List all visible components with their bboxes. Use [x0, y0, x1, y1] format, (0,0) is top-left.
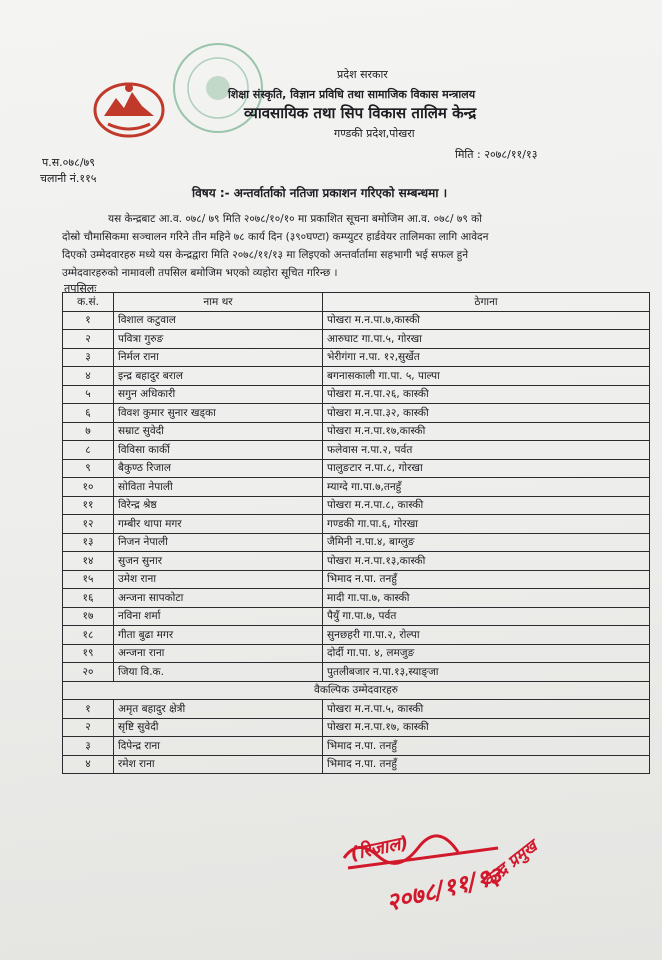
address-cell: पोखरा म.न.पा.२६, कास्की — [323, 385, 650, 404]
serial-cell: ३ — [63, 348, 114, 367]
serial-cell: ५ — [63, 385, 114, 404]
name-cell: विशाल कटुवाल — [114, 311, 323, 330]
alternate-candidates — [63, 681, 650, 700]
table-row — [63, 570, 650, 589]
serial-cell: ६ — [63, 404, 114, 423]
header-location: गण्डकी प्रदेश,पोखरा — [334, 127, 415, 140]
table-row — [63, 348, 650, 367]
name-cell: दिपेन्द्र राना — [114, 737, 323, 756]
signature-date: २०७८/११/१३ — [383, 861, 505, 917]
name-cell: विविसा कार्की — [114, 441, 323, 460]
name-cell: अन्जना सापकोटा — [114, 589, 323, 608]
table-row — [63, 663, 650, 682]
address-cell: पोखरा म.न.पा.८, कास्की — [323, 496, 650, 515]
address-cell: गण्डकी गा.पा.६, गोरखा — [323, 515, 650, 534]
alternate-table-row — [63, 755, 650, 774]
address-cell: भिमाद न.पा. तनहुँ — [323, 755, 650, 774]
table-row — [63, 552, 650, 571]
serial-cell: १२ — [63, 515, 114, 534]
address-cell: बगनासकाली गा.पा. ५, पाल्पा — [323, 367, 650, 386]
serial-cell: १८ — [63, 626, 114, 645]
serial-cell: १० — [63, 478, 114, 497]
address-cell: पोखरा म.न.पा.५, कास्की — [323, 700, 650, 719]
chalani-number: चलानी नं.११५ — [40, 172, 97, 185]
name-cell: जिया वि.क. — [114, 663, 323, 682]
serial-cell: १७ — [63, 607, 114, 626]
serial-cell: १५ — [63, 570, 114, 589]
table-row — [63, 367, 650, 386]
column-header-address: ठेगाना — [323, 293, 650, 312]
table-row — [63, 330, 650, 349]
name-cell: उमेश राना — [114, 570, 323, 589]
header-ministry: शिक्षा संस्कृति, विज्ञान प्रविधि तथा सामाजिक विकास मन्त्रालय — [228, 88, 476, 101]
alternate-table-row — [63, 718, 650, 737]
address-cell: पैयुँ गा.पा.७, पर्वत — [323, 607, 650, 626]
table-row — [63, 515, 650, 534]
name-cell: सृष्टि सुवेदी — [114, 718, 323, 737]
table-row — [63, 459, 650, 478]
name-cell: गम्बीर थापा मगर — [114, 515, 323, 534]
header-center-name: व्यावसायिक तथा सिप विकास तालिम केन्द्र — [244, 104, 477, 122]
serial-cell: ११ — [63, 496, 114, 515]
table-row — [63, 589, 650, 608]
body-paragraph — [62, 210, 652, 282]
serial-cell: २० — [63, 663, 114, 682]
serial-cell: ८ — [63, 441, 114, 460]
name-cell: अन्जना राना — [114, 644, 323, 663]
table-row — [63, 311, 650, 330]
name-cell: विवश कुमार सुनार खड्का — [114, 404, 323, 423]
address-cell: भेरीगंगा न.पा. १२,सुर्खेत — [323, 348, 650, 367]
address-cell: पोखरा म.न.पा.७,कास्की — [323, 311, 650, 330]
table-row — [63, 422, 650, 441]
alternate-table-row — [63, 700, 650, 719]
ps-number: प.स.०७८/७९ — [42, 156, 95, 169]
address-cell: सुनछहरी गा.पा.२, रोल्पा — [323, 626, 650, 645]
tapasil-label: तपसिलः — [64, 282, 97, 295]
alternate-section-row — [63, 681, 650, 700]
name-cell: बैकुण्ठ रिजाल — [114, 459, 323, 478]
serial-cell: १९ — [63, 644, 114, 663]
name-cell: सगुन अधिकारी — [114, 385, 323, 404]
address-cell: पोखरा म.न.पा.१७,कास्की — [323, 422, 650, 441]
column-header-name: नाम थर — [114, 293, 323, 312]
name-cell: सम्राट सुवेदी — [114, 422, 323, 441]
serial-cell: ३ — [63, 737, 114, 756]
name-cell: विरेन्द्र श्रेष्ठ — [114, 496, 323, 515]
government-emblem-icon — [92, 80, 166, 138]
body-line: यस केन्द्रबाट आ.व. ०७८/ ७९ मिति २०७८/१०/१० मा प्रकाशित सूचना बमोजिम आ.व. ०७८/ ७९ को — [108, 213, 482, 225]
address-cell: फलेवास न.पा.२, पर्वत — [323, 441, 650, 460]
table-row — [63, 533, 650, 552]
name-cell: निर्मल राना — [114, 348, 323, 367]
name-cell: पवित्रा गुरुङ — [114, 330, 323, 349]
name-cell: सुजन सुनार — [114, 552, 323, 571]
table-row — [63, 404, 650, 423]
table-row — [63, 496, 650, 515]
subject-line: विषय :- अन्तर्वार्ताको नतिजा प्रकाशन गरिएको सम्बन्धमा । — [192, 186, 448, 200]
serial-cell: ७ — [63, 422, 114, 441]
results-table — [62, 292, 650, 774]
address-cell: म्याग्दे गा.पा.७,तनहुँ — [323, 478, 650, 497]
name-cell: गीता बुढा मगर — [114, 626, 323, 645]
address-cell: आरुघाट गा.पा.५, गोरखा — [323, 330, 650, 349]
serial-cell: ४ — [63, 755, 114, 774]
signature-name: (रिजाल) — [348, 832, 411, 865]
serial-cell: २ — [63, 718, 114, 737]
table-row — [63, 644, 650, 663]
address-cell: पोखरा म.न.पा.३२, कास्की — [323, 404, 650, 423]
letter-date: मिति : २०७८/११/१३ — [455, 148, 538, 161]
address-cell: दोर्दी गा.पा. ४, लमजुङ — [323, 644, 650, 663]
alternate-candidates-heading: वैकल्पिक उम्मेदवारहरु — [63, 681, 650, 700]
body-line: दोस्रो चौमासिकमा सञ्चालन गरिने तीन महिने ७८ कार्य दिन (३९०घण्टा) कम्प्युटर हार्डवेयर तालिमका लागि आवेदन — [62, 231, 489, 243]
address-cell: भिमाद न.पा. तनहुँ — [323, 570, 650, 589]
address-cell: मादी गा.पा.७, कास्की — [323, 589, 650, 608]
serial-cell: ९ — [63, 459, 114, 478]
table-row — [63, 385, 650, 404]
name-cell: अमृत बहादुर क्षेत्री — [114, 700, 323, 719]
table-row — [63, 607, 650, 626]
body-line: उम्मेदवारहरुको नामावली तपसिल बमोजिम भएको व्यहोरा सूचित गरिन्छ । — [62, 267, 338, 279]
signature-title: केन्द्र प्रमुख — [479, 836, 541, 891]
header-province-government: प्रदेश सरकार — [337, 68, 388, 81]
selected-candidates — [63, 311, 650, 681]
serial-cell: २ — [63, 330, 114, 349]
serial-cell: ४ — [63, 367, 114, 386]
address-cell: पालुङटार न.पा.८, गोरखा — [323, 459, 650, 478]
name-cell: नविना शर्मा — [114, 607, 323, 626]
serial-cell: १ — [63, 311, 114, 330]
serial-cell: १३ — [63, 533, 114, 552]
alternate-table-row — [63, 737, 650, 756]
name-cell: निजन नेपाली — [114, 533, 323, 552]
address-cell: जैमिनी न.पा.४, बाग्लुङ — [323, 533, 650, 552]
alternate-candidate-rows — [63, 700, 650, 774]
table-row — [63, 626, 650, 645]
name-cell: रमेश राना — [114, 755, 323, 774]
table-row — [63, 478, 650, 497]
name-cell: सोविता नेपाली — [114, 478, 323, 497]
serial-cell: १ — [63, 700, 114, 719]
table-header-row — [63, 293, 650, 312]
body-line: दिएको उम्मेदवारहरु मध्ये यस केन्द्रद्वारा मिति २०७८/११/१३ मा लिइएको अन्तर्वार्तामा सहभागी भई सफल हुने — [62, 249, 469, 261]
address-cell: पुतलीबजार न.पा.१३,स्याङ्जा — [323, 663, 650, 682]
serial-cell: १४ — [63, 552, 114, 571]
serial-cell: १६ — [63, 589, 114, 608]
address-cell: भिमाद न.पा. तनहुँ — [323, 737, 650, 756]
table-row — [63, 441, 650, 460]
column-header-serial: क.सं. — [63, 293, 114, 312]
address-cell: पोखरा म.न.पा.१७, कास्की — [323, 718, 650, 737]
name-cell: इन्द्र बहादुर बराल — [114, 367, 323, 386]
address-cell: पोखरा म.न.पा.१३,कास्की — [323, 552, 650, 571]
